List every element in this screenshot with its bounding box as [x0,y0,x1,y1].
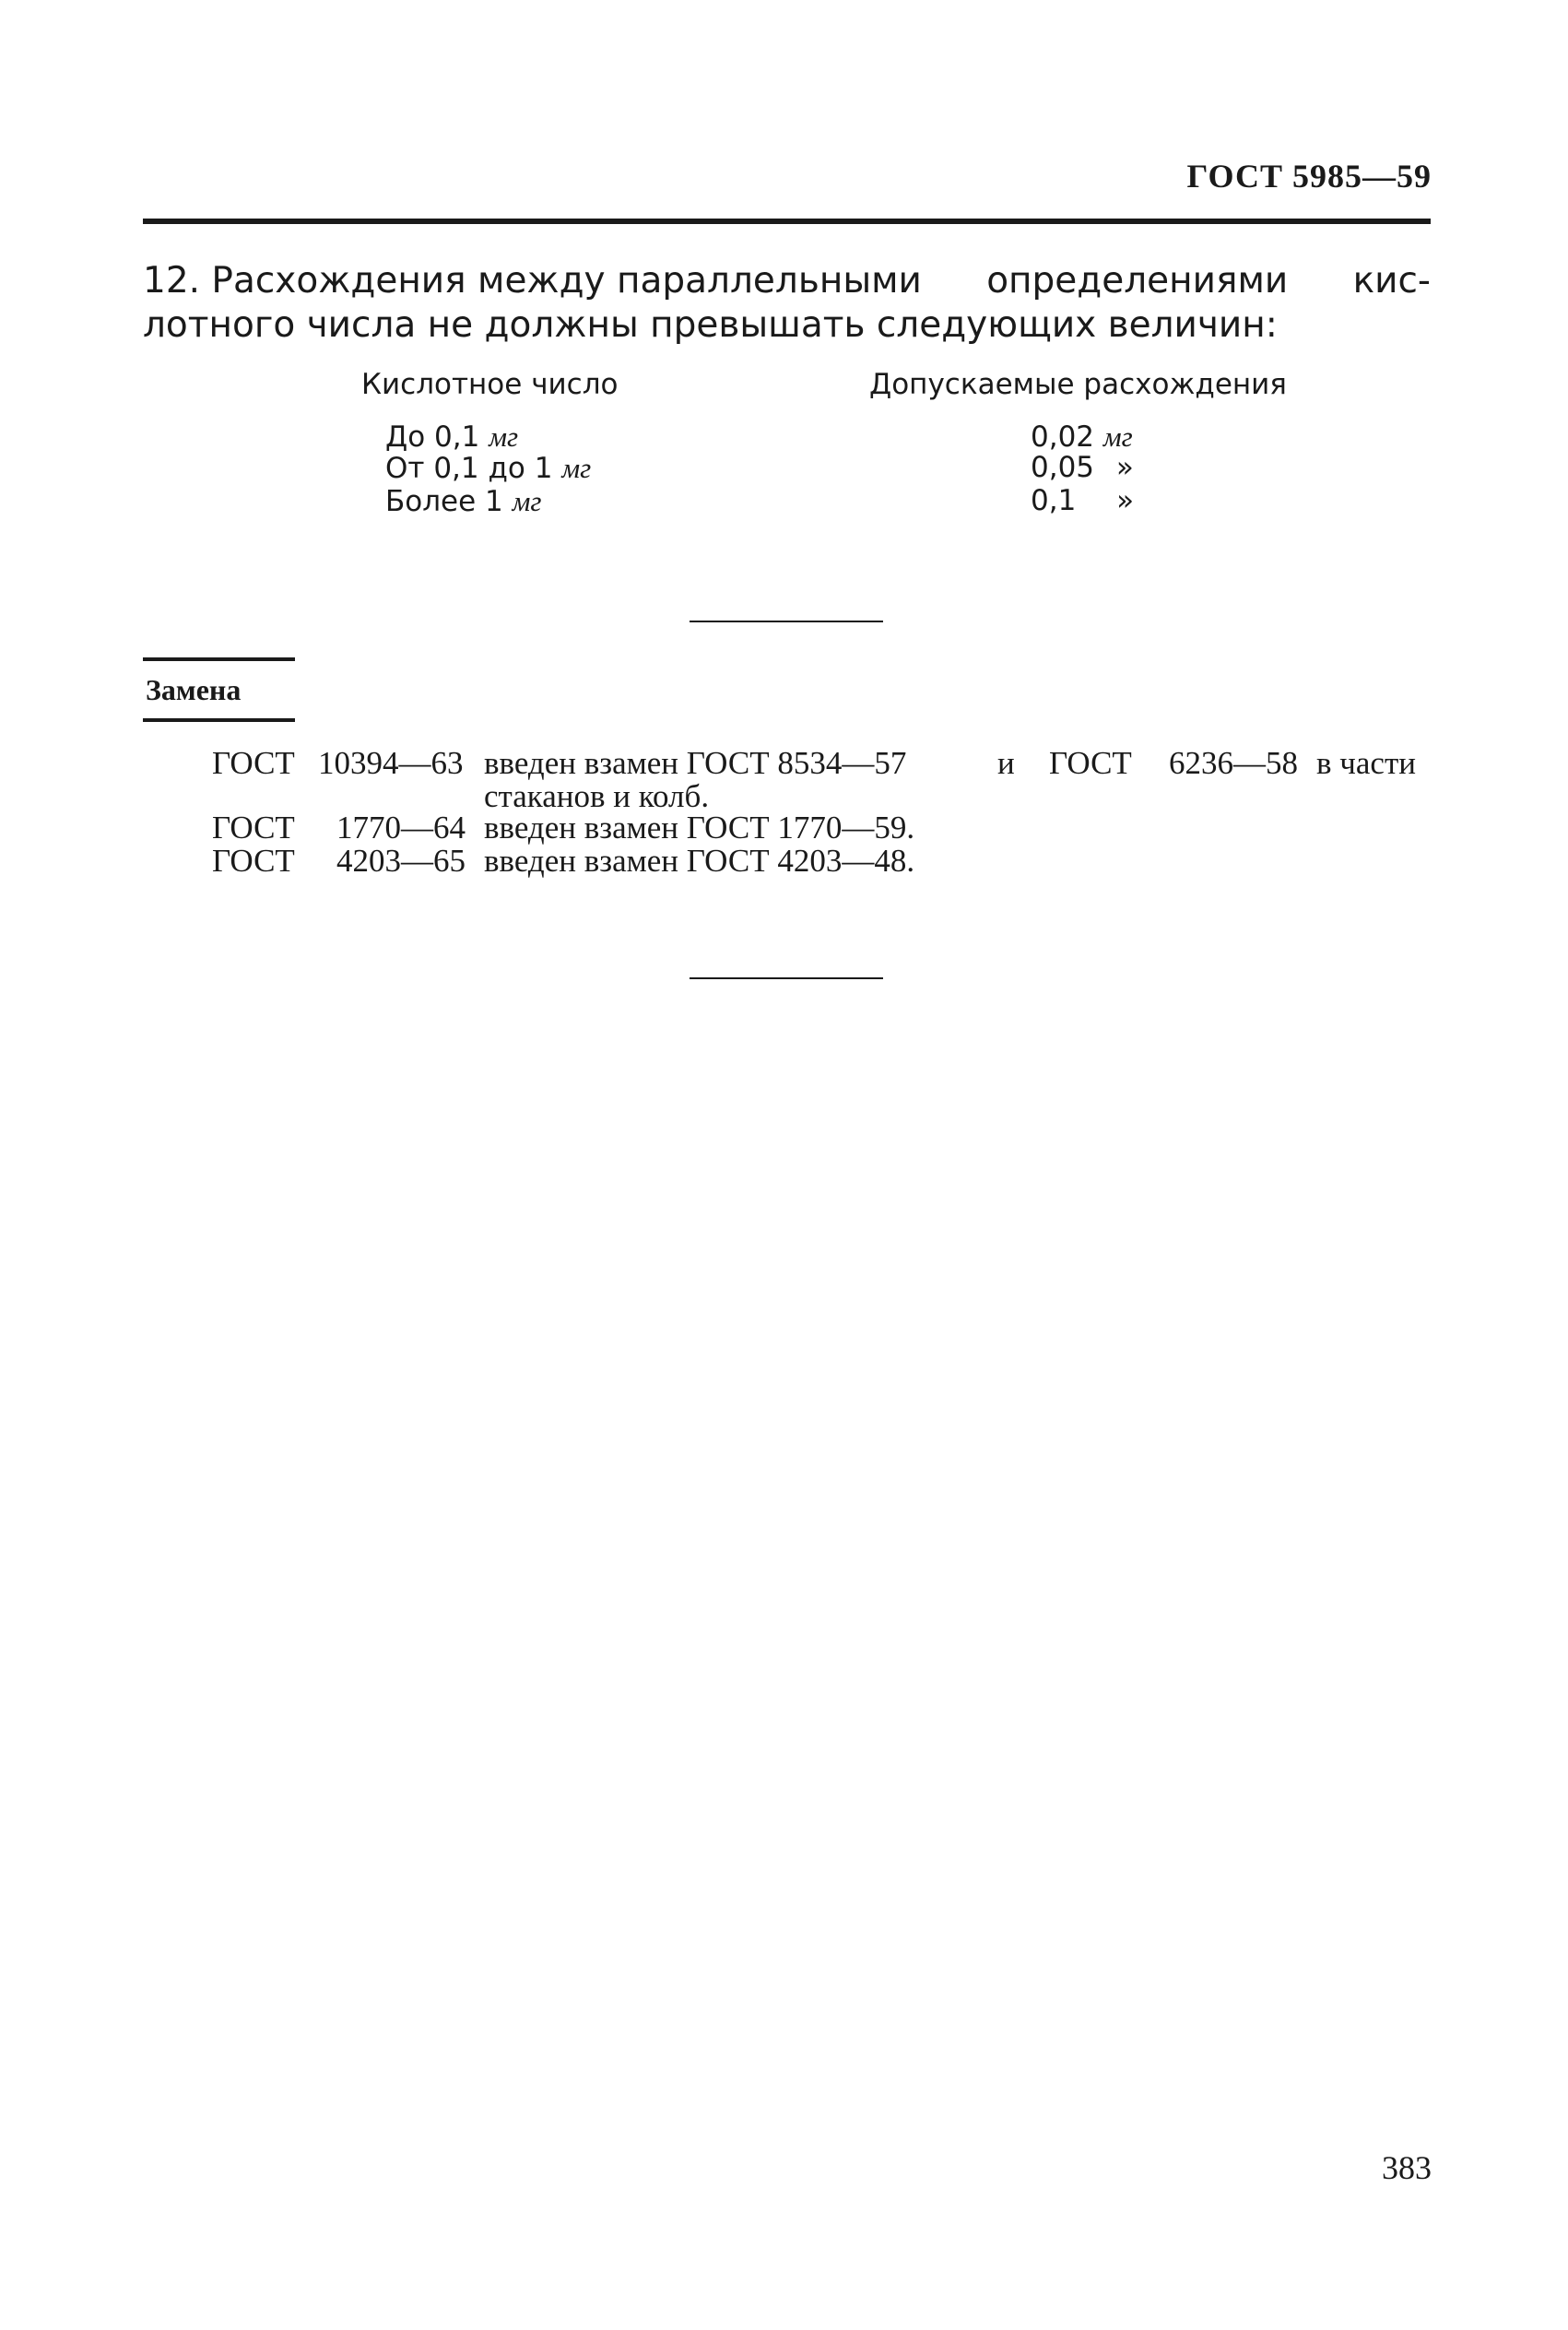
replacement-gost-label: ГОСТ [212,810,295,846]
header-rule [143,219,1431,224]
paragraph-line-2: лотного числа не должны превышать следующих величин: [143,304,1278,346]
document-code: ГОСТ 5985—59 [1186,158,1432,195]
paragraph-line-1-part-2: определениями [986,260,1289,302]
row-tolerance-ditto: » [1115,451,1134,484]
row-tolerance-ditto: » [1116,484,1135,517]
row-acid-unit: мг [561,452,592,484]
heading-rule-top [143,657,295,661]
table-row-value [1031,484,1135,517]
heading-rule-bottom [143,718,295,722]
row-tolerance-unit: мг [1102,420,1133,453]
replacement-text: введен взамен ГОСТ 4203—48. [484,843,915,879]
paragraph-line-1-part-1: 12. Расхождения между параллельными [143,260,922,302]
table-header-acid-number: Кислотное число [361,368,619,401]
row-acid-unit: мг [489,420,519,453]
table-header-tolerance: Допускаемые расхождения [869,368,1287,401]
section-separator [690,621,883,622]
replacement-conjunction: и [997,745,1015,781]
row-acid-number: Более 1 [385,485,503,518]
page-number: 383 [1382,2149,1432,2186]
row-acid-unit: мг [512,485,542,517]
replacement-text: введен взамен ГОСТ 8534—57 [484,745,907,781]
replacement-gost-number: 1770—64 [336,810,466,846]
row-tolerance-value: 0,02 [1031,420,1095,454]
paragraph-line-1 [143,260,1431,302]
table-row [385,487,542,516]
row-acid-number: До 0,1 [385,420,480,454]
paragraph-line-1-part-3: кис- [1352,260,1431,302]
row-tolerance-value: 0,05 [1031,451,1095,484]
replacement-continuation: стаканов и колб. [484,778,710,814]
replacement-text: введен взамен ГОСТ 1770—59. [484,810,915,846]
table-row-value [1031,451,1134,484]
replacement-gost-number: 4203—65 [336,843,466,879]
replacement-gost-label: ГОСТ [212,843,295,879]
replacement-gost-number: 10394—63 [318,745,464,781]
row-tolerance-value: 0,1 [1031,484,1077,517]
row-acid-number: От 0,1 до 1 [385,452,553,485]
table-row-value [1031,422,1133,452]
replacement-heading: Замена [146,673,242,706]
table-row [385,454,591,483]
replacement-gost-label: ГОСТ [1049,745,1132,781]
replacement-gost-label: ГОСТ [212,745,295,781]
replacement-tail: в части [1316,745,1416,781]
replacement-gost-number: 6236—58 [1169,745,1298,781]
table-row [385,422,518,452]
section-separator [690,977,883,979]
